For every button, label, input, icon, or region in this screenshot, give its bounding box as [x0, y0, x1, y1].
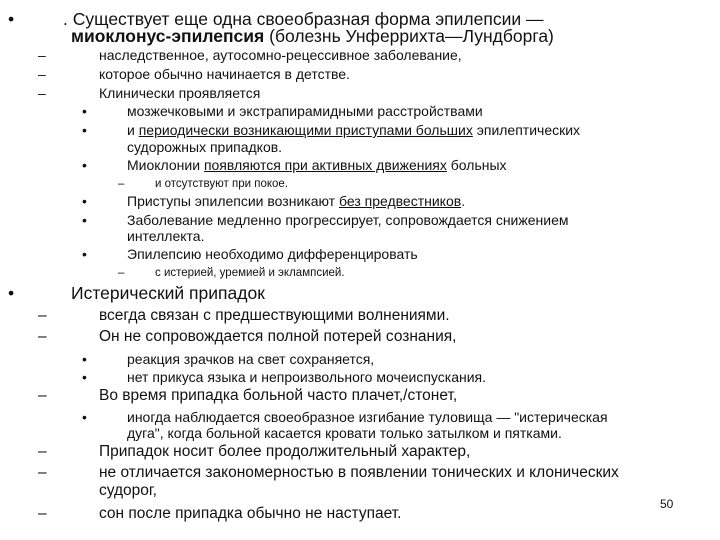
dash-marker: – [38, 387, 47, 404]
list-item-text: Эпилепсию необходимо дифференцировать [127, 246, 418, 262]
bullet-marker: • [82, 369, 87, 385]
bullet-marker: • [82, 122, 87, 138]
dash-marker: – [38, 47, 46, 63]
dash-marker: – [38, 85, 46, 101]
list-item-text: сон после припадка обычно не наступает. [99, 505, 402, 522]
text-part: больных [446, 157, 507, 173]
underlined-text: периодически возникающими приступами больших [138, 122, 473, 138]
list-item-text: нет прикуса языка и непроизвольного мочеиспускания. [127, 369, 487, 385]
bullet-marker: • [82, 246, 87, 262]
page-number: 50 [660, 497, 674, 511]
list-item-text [127, 122, 580, 138]
bullet-marker: • [82, 409, 87, 425]
text-part: . [461, 193, 466, 209]
list-item-text: мозжечковыми и экстрапирамидными расстройствами [127, 103, 483, 119]
list-item-text: наследственное, аутосомно-рецессивное заболевание, [99, 47, 462, 63]
dash-marker: – [38, 443, 47, 460]
list-item-text: судорожных припадков. [127, 139, 283, 155]
text-part: Миоклонии [127, 157, 204, 173]
underlined-text: появляются при активных движениях [203, 157, 447, 173]
list-item-text: интеллекта. [127, 228, 205, 244]
bullet-marker: • [82, 212, 87, 228]
text-part: Приступы эпилепсии возникают [127, 193, 339, 209]
list-item-text: Заболевание медленно прогрессирует, сопровождается снижением [127, 212, 569, 228]
bullet-marker: • [82, 103, 87, 119]
heading-bold-term: миоклонус-эпилепсия [71, 26, 265, 46]
bullet-marker: • [82, 157, 87, 173]
dash-marker: – [38, 66, 46, 82]
underlined-text: без предвестников [338, 193, 462, 209]
bullet-marker: • [8, 283, 15, 303]
bullet-marker: • [82, 351, 87, 367]
bullet-marker: • [82, 193, 87, 209]
list-item-text: Он не сопровождается полной потерей сознания, [99, 328, 457, 345]
dash-marker: – [38, 464, 47, 481]
list-item-text: Припадок носит более продолжительный характер, [99, 443, 471, 460]
list-item-text: всегда связан с предшествующими волнениями. [99, 307, 450, 324]
dash-marker: – [38, 307, 47, 324]
list-item-text: Клинически проявляется [99, 85, 261, 101]
list-item-text [127, 193, 465, 209]
list-item-text: и отсутствуют при покое. [155, 178, 289, 190]
bullet-marker: • [8, 9, 15, 29]
dash-marker: – [118, 178, 125, 190]
list-item-text: с истерией, уремией и эклампсией. [155, 267, 345, 279]
list-item-text: реакция зрачков на свет сохраняется, [127, 351, 375, 367]
heading-text: Истерический припадок [71, 283, 265, 303]
list-item-text: дуга", когда больной касается кровати только затылком и пятками. [127, 425, 562, 441]
text-part: эпилептических [472, 122, 581, 138]
heading-text-pre: . Существует еще одна своеобразная форма эпилепсии — [63, 9, 544, 29]
heading-line-2 [71, 26, 554, 46]
dash-marker: – [38, 505, 47, 522]
dash-marker: – [38, 328, 47, 345]
list-item-text: которое обычно начинается в детстве. [99, 66, 350, 82]
heading-text-post: (болезнь Унферрихта—Лундборга) [264, 26, 554, 46]
list-item-text [127, 157, 507, 173]
list-item-text: судорог, [99, 482, 157, 499]
list-item-text: иногда наблюдается своеобразное изгибание туловища — "истерическая [127, 409, 608, 425]
list-item-text: Во время припадка больной часто плачет,/стонет, [99, 387, 458, 404]
list-item-text: не отличается закономерностью в появлении тонических и клонических [99, 464, 619, 481]
text-part: и [127, 122, 139, 138]
dash-marker: – [118, 267, 125, 279]
